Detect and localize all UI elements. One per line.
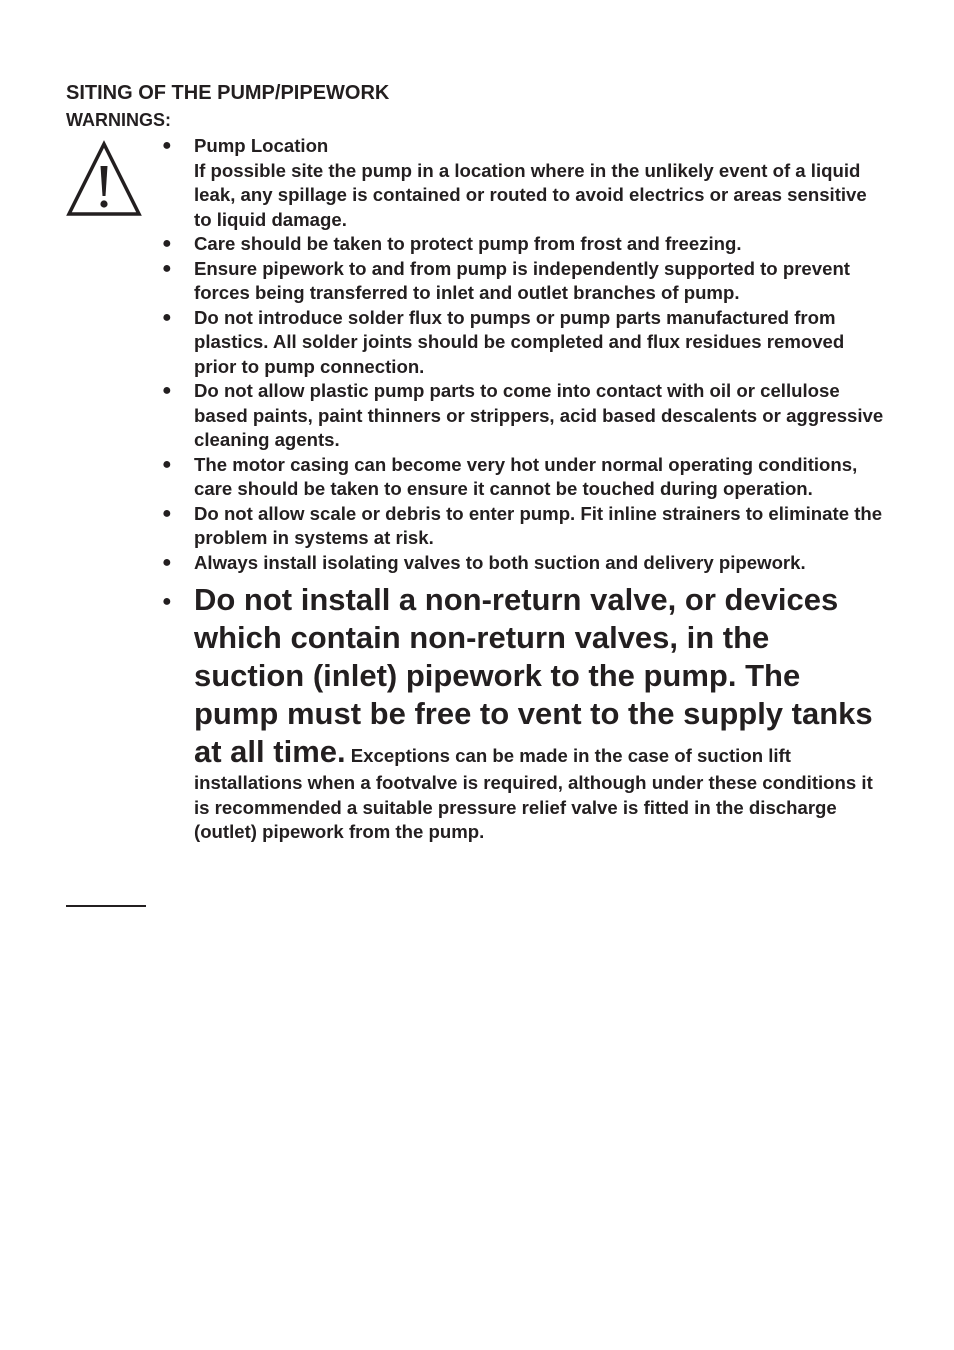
exception-note-text: Exceptions can be made in the case of suction lift installations when a footvalve is required, although under these conditions it is recommended a suitable pressure relief valve is fitted in the discharge (outlet) pipework from the pump. <box>194 745 873 842</box>
bullet-icon: ● <box>162 308 172 326</box>
list-item <box>162 379 884 453</box>
warning-list <box>162 134 884 845</box>
list-item-heading: Pump Location <box>194 135 329 156</box>
list-item-text: Ensure pipework to and from pump is independently supported to prevent forces being transferred to inlet and outlet branches of pump. <box>194 257 851 303</box>
list-item-text: The motor casing can become very hot under normal operating conditions, care should be taken to ensure it cannot be touched during operation. <box>194 453 858 499</box>
list-item-text: Do not introduce solder flux to pumps or pump parts manufactured from plastics. All solder joints should be completed and flux residues removed prior to pump connection. <box>194 306 845 377</box>
bullet-icon: ● <box>162 137 172 154</box>
list-item-emphasis <box>162 581 884 845</box>
list-item-text: Do not allow scale or debris to enter pump. Fit inline strainers to eliminate the problem in systems at risk. <box>194 502 883 548</box>
warning-triangle-icon <box>66 140 142 218</box>
list-item <box>162 551 884 576</box>
bullet-icon: ● <box>162 504 172 522</box>
list-item <box>162 306 884 380</box>
list-item <box>162 232 884 257</box>
list-item-text: Do not allow plastic pump parts to come into contact with oil or cellulose based paints, paint thinners or strippers, acid based descalents or aggressive cleaning agents. <box>194 380 884 450</box>
list-item <box>162 257 884 306</box>
bullet-icon: ● <box>162 259 172 277</box>
footnote-rule <box>66 905 146 907</box>
emphasis-warning-text: Do not install a non-return valve, or devices which contain non-return valves, in the suction (inlet) pipework to the pump. The pump must be free to vent to the supply tanks at all time. <box>194 582 873 769</box>
list-item-text: Care should be taken to protect pump from frost and freezing. <box>194 233 742 254</box>
bullet-icon: ● <box>162 455 172 473</box>
list-item-text: Always install isolating valves to both suction and delivery pipework. <box>194 551 806 573</box>
list-item <box>162 453 884 502</box>
bullet-icon: ● <box>162 553 172 571</box>
section-title: SITING OF THE PUMP/PIPEWORK <box>66 82 390 104</box>
bullet-icon: ● <box>162 382 172 399</box>
bullet-icon: ● <box>162 593 172 610</box>
list-item <box>162 134 884 232</box>
warnings-label: WARNINGS: <box>66 110 171 130</box>
bullet-icon: ● <box>162 235 172 252</box>
list-item <box>162 502 884 551</box>
list-item-text: If possible site the pump in a location where in the unlikely event of a liquid leak, any spillage is contained or routed to avoid electrics or areas sensitive to liquid damage. <box>194 159 867 230</box>
